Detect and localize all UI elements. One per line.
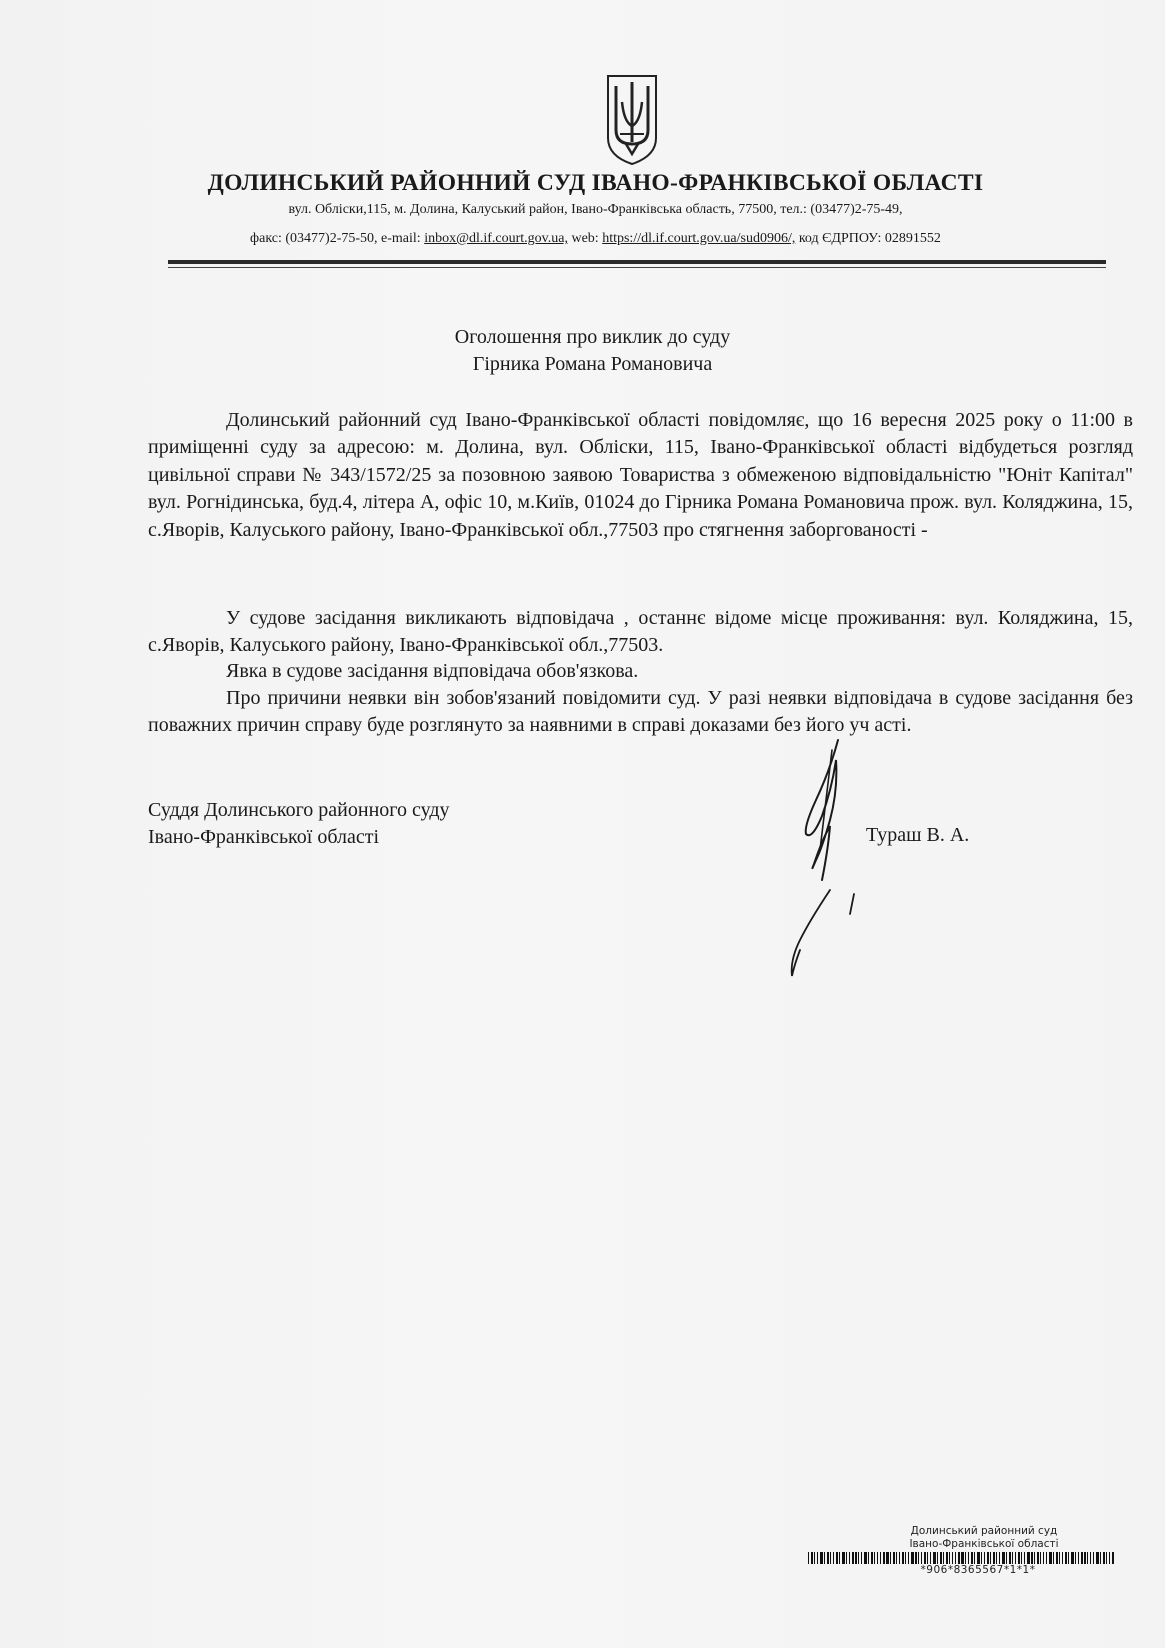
barcode-bar bbox=[817, 1552, 818, 1564]
barcode-bar bbox=[1037, 1552, 1039, 1564]
barcode-bar bbox=[921, 1552, 922, 1564]
header-divider-thin bbox=[168, 267, 1106, 268]
fax-label: факс: (03477)2-75-50, e-mail: bbox=[250, 231, 425, 246]
barcode-bar bbox=[1112, 1552, 1114, 1564]
barcode-bar bbox=[877, 1552, 878, 1564]
barcode-bar bbox=[905, 1552, 906, 1564]
barcode-bar bbox=[1043, 1552, 1044, 1564]
barcode-bar bbox=[940, 1552, 942, 1564]
barcode-bar bbox=[896, 1552, 897, 1564]
barcode-bar bbox=[824, 1552, 825, 1564]
barcode-bar bbox=[937, 1552, 938, 1564]
judge-name: Тураш В. А. bbox=[866, 824, 970, 846]
barcode-bar bbox=[1100, 1552, 1101, 1564]
barcode-bar bbox=[915, 1552, 917, 1564]
barcode-bar bbox=[880, 1552, 881, 1564]
barcode-bar bbox=[855, 1552, 857, 1564]
barcode-bar bbox=[974, 1552, 975, 1564]
barcode-bar bbox=[1068, 1552, 1069, 1564]
stamp-court-name: Долинський районний суд bbox=[910, 1525, 1058, 1537]
barcode-bar bbox=[946, 1552, 948, 1564]
barcode-bar bbox=[961, 1552, 964, 1564]
barcode-bar bbox=[1053, 1552, 1054, 1564]
barcode-bar bbox=[842, 1552, 845, 1564]
barcode-bar bbox=[952, 1552, 953, 1564]
barcode-bar bbox=[893, 1552, 895, 1564]
barcode bbox=[808, 1552, 1138, 1564]
web-label: web: bbox=[567, 231, 603, 246]
barcode-bar bbox=[899, 1552, 900, 1564]
barcode-bar bbox=[833, 1552, 834, 1564]
barcode-bar bbox=[1027, 1552, 1030, 1564]
barcode-bar bbox=[1012, 1552, 1013, 1564]
barcode-bar bbox=[827, 1552, 829, 1564]
barcode-bar bbox=[1049, 1552, 1052, 1564]
email-link[interactable]: inbox@dl.if.court.gov.ua, bbox=[424, 231, 568, 246]
notice-paragraph-summons: У судове засідання викликають відповідача , останнє відоме місце проживання: вул. Коляджина, 15, с.Яворів, Калуського району, Івано-Франківської обл.,77503. bbox=[148, 607, 1133, 657]
barcode-bar bbox=[1106, 1552, 1107, 1564]
barcode-bar bbox=[902, 1552, 904, 1564]
barcode-bar bbox=[977, 1552, 980, 1564]
barcode-bar bbox=[1096, 1552, 1099, 1564]
barcode-bar bbox=[871, 1552, 873, 1564]
barcode-bar bbox=[874, 1552, 875, 1564]
barcode-bar bbox=[1075, 1552, 1076, 1564]
edrpou-code: код ЄДРПОУ: 02891552 bbox=[795, 231, 941, 246]
barcode-bar bbox=[943, 1552, 944, 1564]
barcode-bar bbox=[1078, 1552, 1079, 1564]
barcode-bar bbox=[864, 1552, 867, 1564]
barcode-bar bbox=[1009, 1552, 1011, 1564]
barcode-bar bbox=[1071, 1552, 1074, 1564]
barcode-bar bbox=[924, 1552, 926, 1564]
barcode-bar bbox=[908, 1552, 909, 1564]
barcode-bar bbox=[1015, 1552, 1016, 1564]
barcode-bar bbox=[868, 1552, 869, 1564]
barcode-bar bbox=[1109, 1552, 1110, 1564]
barcode-bar bbox=[1081, 1552, 1083, 1564]
barcode-bar bbox=[987, 1552, 989, 1564]
barcode-bar bbox=[858, 1552, 859, 1564]
barcode-bar bbox=[852, 1552, 854, 1564]
barcode-bar bbox=[846, 1552, 847, 1564]
barcode-bar bbox=[1103, 1552, 1105, 1564]
barcode-bar bbox=[927, 1552, 928, 1564]
barcode-bar bbox=[814, 1552, 815, 1564]
barcode-bar bbox=[933, 1552, 936, 1564]
barcode-bar bbox=[890, 1552, 891, 1564]
barcode-bar bbox=[971, 1552, 973, 1564]
header-divider-thick bbox=[168, 260, 1106, 264]
barcode-bar bbox=[849, 1552, 850, 1564]
barcode-bar bbox=[836, 1552, 838, 1564]
barcode-bar bbox=[1034, 1552, 1035, 1564]
barcode-bar bbox=[883, 1552, 885, 1564]
barcode-bar bbox=[1018, 1552, 1020, 1564]
barcode-bar bbox=[1006, 1552, 1007, 1564]
barcode-bar bbox=[1084, 1552, 1086, 1564]
barcode-bar bbox=[1059, 1552, 1060, 1564]
barcode-bar bbox=[955, 1552, 956, 1564]
barcode-bar bbox=[949, 1552, 950, 1564]
notice-title: Оголошення про виклик до суду bbox=[454, 326, 731, 348]
barcode-bar bbox=[1065, 1552, 1067, 1564]
notice-paragraph-absence: Про причини неявки він зобов'язаний повідомити суд. У разі неявки відповідача в судове засідання без поважних причин справу буде розглянуто за наявними в справі доказами без його уч асті. bbox=[148, 687, 1133, 737]
barcode-bar bbox=[1046, 1552, 1047, 1564]
barcode-bar bbox=[930, 1552, 931, 1564]
barcode-bar bbox=[999, 1552, 1000, 1564]
court-name-heading: ДОЛИНСЬКИЙ РАЙОННИЙ СУД ІВАНО-ФРАНКІВСЬКОЇ ОБЛАСТІ bbox=[207, 170, 984, 196]
barcode-bar bbox=[830, 1552, 831, 1564]
barcode-bar bbox=[981, 1552, 982, 1564]
barcode-bar bbox=[984, 1552, 985, 1564]
barcode-bar bbox=[911, 1552, 914, 1564]
notice-paragraph-hearing: Долинський районний суд Івано-Франківської області повідомляє, що 16 вересня 2025 року о 11:00 в приміщенні суду за адресою: м. Долина, вул. Обліски, 115, Івано-Франківської області відбудеться розгляд цивільної справи № 343/1572/25 за позовною заявою Товариства з обмеженою відповідальністю "Юніт Капітал" вул. Рогнідинська, буд.4, літера А, офіс 10, м.Київ, 01024 до Гірника Романа Романовича прож. вул. Коляджина, 15, с.Яворів, Калуського району, Івано-Франківської обл.,77503 про стягнення заборгованості - bbox=[148, 409, 1133, 541]
barcode-bar bbox=[820, 1552, 823, 1564]
barcode-bar bbox=[958, 1552, 960, 1564]
stamp-region: Івано-Франківської області bbox=[909, 1538, 1059, 1550]
court-contacts bbox=[0, 231, 1165, 247]
handwritten-signature bbox=[770, 730, 880, 990]
judge-position bbox=[148, 797, 450, 851]
judge-position-line-1: Суддя Долинського районного суду bbox=[148, 799, 450, 821]
barcode-bar bbox=[1090, 1552, 1091, 1564]
barcode-bar bbox=[1002, 1552, 1005, 1564]
barcode-bar bbox=[996, 1552, 997, 1564]
notice-paragraph-attendance: Явка в судове засідання відповідача обов'язкова. bbox=[226, 660, 639, 682]
website-link[interactable]: https://dl.if.court.gov.ua/sud0906/, bbox=[602, 231, 796, 246]
notice-person: Гірника Романа Романовича bbox=[472, 353, 713, 375]
barcode-bar bbox=[1087, 1552, 1088, 1564]
barcode-bar bbox=[886, 1552, 889, 1564]
trident-emblem-icon bbox=[604, 72, 660, 168]
barcode-bar bbox=[918, 1552, 919, 1564]
registration-stamp bbox=[808, 1525, 1138, 1576]
barcode-bar bbox=[993, 1552, 995, 1564]
barcode-bar bbox=[968, 1552, 969, 1564]
barcode-bar bbox=[808, 1552, 809, 1564]
barcode-bar bbox=[1031, 1552, 1033, 1564]
barcode-bar bbox=[1062, 1552, 1063, 1564]
barcode-bar bbox=[861, 1552, 862, 1564]
judge-position-line-2: Івано-Франківської області bbox=[148, 826, 380, 848]
barcode-bar bbox=[1040, 1552, 1041, 1564]
barcode-bar bbox=[1056, 1552, 1058, 1564]
barcode-number: *906*8365567*1*1* bbox=[920, 1564, 1036, 1576]
barcode-bar bbox=[1021, 1552, 1022, 1564]
barcode-bar bbox=[965, 1552, 966, 1564]
barcode-bar bbox=[811, 1552, 813, 1564]
barcode-bar bbox=[839, 1552, 840, 1564]
barcode-bar bbox=[990, 1552, 991, 1564]
court-address: вул. Обліски,115, м. Долина, Калуський район, Івано-Франківська область, 77500, тел.: (03477)2-75-49, bbox=[288, 202, 903, 217]
barcode-bar bbox=[1024, 1552, 1025, 1564]
barcode-bar bbox=[1093, 1552, 1094, 1564]
